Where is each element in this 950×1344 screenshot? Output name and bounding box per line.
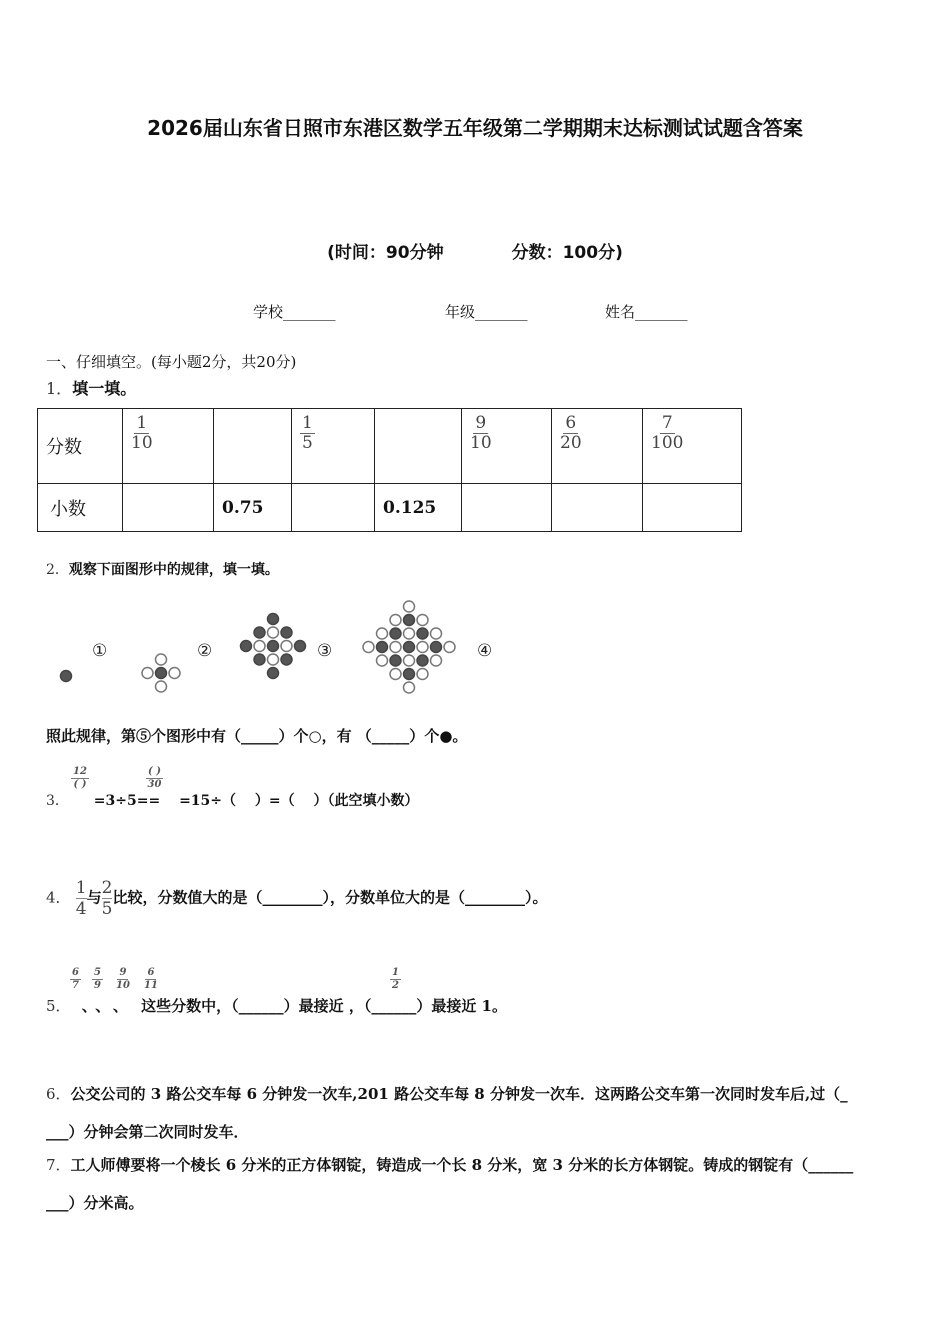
row-label-decimal: 小数 [38, 484, 123, 532]
filled-dot [404, 642, 415, 653]
hollow-dot [281, 641, 292, 652]
denominator: 7 [72, 980, 79, 991]
question-text: 观察下面图形中的规律，填一填。 [68, 562, 279, 578]
decimal-cell[interactable] [552, 484, 643, 532]
question-text-continued: ___）分钟会第二次同时发车． [46, 1123, 249, 1141]
question-text: 填一填。 [72, 379, 137, 398]
denominator: 9 [94, 980, 101, 991]
fraction-cell[interactable] [214, 409, 292, 484]
filled-dot [431, 642, 442, 653]
hollow-dot [390, 642, 401, 653]
denominator: 100 [651, 433, 684, 453]
question-5 [46, 967, 507, 1016]
numerator: 6 [565, 413, 577, 433]
question-text: 这些分数中，（______）最接近 [141, 997, 344, 1015]
question-4 [46, 878, 547, 919]
fraction-cell [123, 409, 214, 484]
question-number: 6． [46, 1085, 71, 1103]
question-number: 4． [46, 888, 71, 907]
numerator: 9 [475, 413, 487, 433]
numerator: 1 [75, 878, 87, 898]
fraction-decimal-table [37, 408, 742, 532]
filled-dot [377, 642, 388, 653]
denominator: 5 [302, 433, 313, 453]
denominator: 5 [101, 899, 113, 919]
hollow-dot [404, 601, 415, 612]
hollow-dot [417, 669, 428, 680]
numerator: 1 [302, 413, 313, 433]
dot-pattern-figures [30, 590, 510, 710]
hollow-dot [390, 669, 401, 680]
filled-dot [268, 668, 279, 679]
decimal-cell[interactable] [292, 484, 375, 532]
denominator: 11 [144, 980, 158, 991]
text: 与 [86, 888, 102, 907]
numerator: 6 [147, 967, 155, 978]
question-number: 7． [46, 1156, 71, 1174]
filled-dot [390, 655, 401, 666]
hollow-dot [404, 628, 415, 639]
filled-dot [241, 641, 252, 652]
hollow-dot [268, 627, 279, 638]
denominator: 2 [392, 980, 399, 991]
filled-dot [254, 627, 265, 638]
question-followup: 照此规律，第⑤个图形中有（_____）个○，有 （_____）个●。 [46, 727, 468, 745]
hollow-dot [431, 628, 442, 639]
question-text: 比较，分数值大的是（________），分数单位大的是（________）。 [112, 888, 548, 907]
fraction [560, 414, 582, 453]
filled-dot [281, 627, 292, 638]
fraction-cell[interactable] [375, 409, 462, 484]
decimal-cell[interactable] [462, 484, 552, 532]
section-heading: 一、仔细填空。(每小题2分，共20分) [46, 353, 297, 371]
denominator: 10 [116, 980, 130, 991]
equation-text: =3÷5== [93, 793, 161, 809]
filled-dot [295, 641, 306, 652]
fraction-cell [462, 409, 552, 484]
hollow-dot [404, 655, 415, 666]
numerator: 1 [392, 967, 399, 978]
question-text-continued: ___）分米高。 [46, 1194, 144, 1212]
numerator: 12 [73, 766, 87, 777]
fraction [390, 967, 401, 992]
question-3 [46, 766, 419, 810]
fraction [144, 967, 158, 992]
separator: 、 [95, 997, 103, 1015]
denominator: 4 [75, 899, 87, 919]
denominator: 30 [147, 779, 162, 790]
decimal-cell[interactable] [643, 484, 742, 532]
fraction [470, 414, 492, 453]
question-text: 工人师傅要将一个棱长 6 分米的正方体钢锭，铸造成一个长 8 分米，宽 3 分米的长方体钢锭。铸成的钢锭有（______ [70, 1156, 854, 1174]
denominator: ( ) [73, 779, 87, 790]
row-label-fraction: 分数 [38, 409, 123, 484]
decimal-cell: 0.125 [375, 484, 462, 532]
fraction [131, 414, 153, 453]
numerator: 9 [119, 967, 127, 978]
hollow-dot [404, 682, 415, 693]
filled-dot [156, 668, 167, 679]
numerator: ( ) [148, 766, 161, 777]
separator: 、 [112, 997, 128, 1015]
question-text: 公交公司的 3 路公交车每 6 分钟发一次车,201 路公交车每 8 分钟发一次车．这两路公交车第一次同时发车后,过（_ [70, 1085, 848, 1103]
fraction [71, 766, 89, 791]
hollow-dot [377, 655, 388, 666]
time-limit: (时间：90分钟 [327, 243, 444, 263]
fraction-cell [643, 409, 742, 484]
fraction [92, 967, 103, 992]
grade-field: 年级_______ [445, 303, 528, 321]
fraction-cell [552, 409, 643, 484]
fraction [651, 414, 683, 453]
question-number: 2． [46, 562, 69, 578]
figure-label: ① [92, 641, 108, 661]
filled-dot [417, 655, 428, 666]
numerator: 6 [72, 967, 79, 978]
hollow-dot [156, 654, 167, 665]
question-number: 1． [46, 379, 73, 398]
numerator: 2 [101, 878, 113, 898]
filled-dot [281, 654, 292, 665]
fraction [300, 414, 315, 453]
fraction [70, 967, 81, 992]
hollow-dot [169, 668, 180, 679]
filled-dot [61, 671, 72, 682]
hollow-dot [268, 654, 279, 665]
hollow-dot [363, 642, 374, 653]
hollow-dot [377, 628, 388, 639]
exam-info [0, 238, 950, 263]
fraction [146, 766, 163, 791]
filled-dot [254, 654, 265, 665]
hollow-dot [254, 641, 265, 652]
filled-dot [390, 628, 401, 639]
denominator: 20 [560, 433, 582, 453]
question-number: 5． [46, 997, 71, 1015]
filled-dot [404, 615, 415, 626]
hollow-dot [444, 642, 455, 653]
fraction [76, 878, 87, 919]
equation-text: =15÷（ ）=（ ）（此空填小数） [179, 793, 419, 809]
decimal-cell[interactable] [123, 484, 214, 532]
denominator: 10 [470, 433, 492, 453]
hollow-dot [431, 655, 442, 666]
numerator: 1 [136, 413, 148, 433]
figure-label: ③ [317, 641, 333, 661]
separator: 、 [81, 997, 90, 1015]
filled-dot [404, 669, 415, 680]
hollow-dot [156, 681, 167, 692]
hollow-dot [417, 642, 428, 653]
figure-label: ④ [477, 641, 493, 661]
question-text: ，（______）最接近 1。 [348, 997, 507, 1015]
question-number: 3． [46, 793, 69, 809]
document-title: 2026届山东省日照市东港区数学五年级第二学期期末达标测试试题含答案 [147, 116, 803, 140]
hollow-dot [142, 668, 153, 679]
denominator: 10 [131, 433, 153, 453]
numerator: 5 [94, 967, 101, 978]
figure-label: ② [197, 641, 213, 661]
filled-dot [417, 628, 428, 639]
decimal-cell: 0.75 [214, 484, 292, 532]
filled-dot [268, 614, 279, 625]
numerator: 7 [661, 413, 673, 433]
name-field: 姓名_______ [605, 303, 688, 321]
total-score: 分数：100分) [511, 243, 623, 263]
hollow-dot [390, 615, 401, 626]
hollow-dot [417, 615, 428, 626]
fraction [116, 967, 130, 992]
fraction [102, 878, 113, 919]
fraction-cell [292, 409, 375, 484]
filled-dot [268, 641, 279, 652]
school-field: 学校_______ [253, 303, 336, 321]
